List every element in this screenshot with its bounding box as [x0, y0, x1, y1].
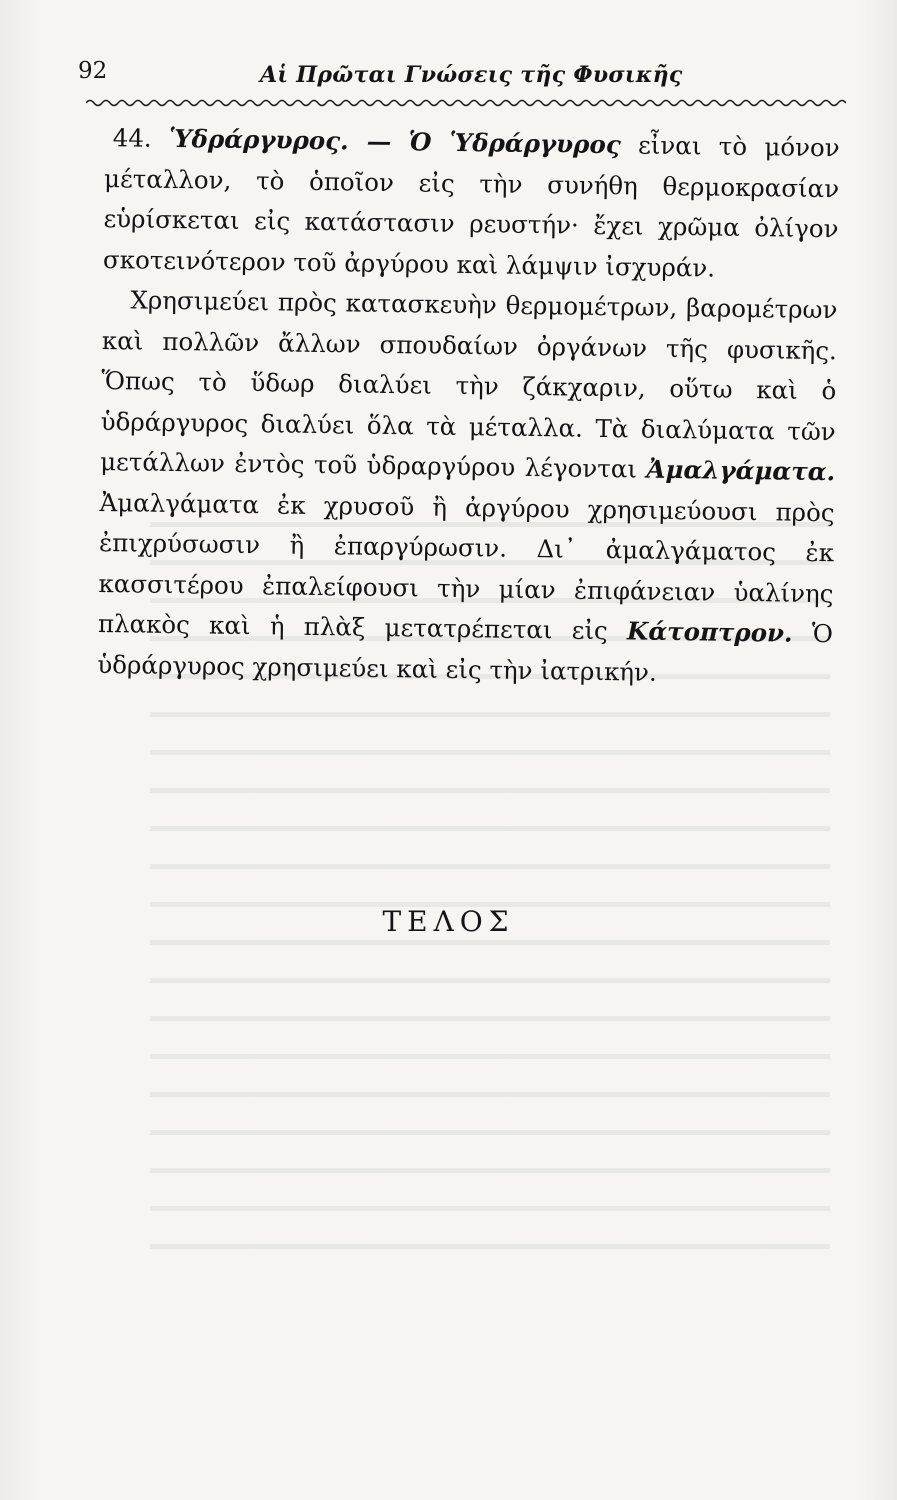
section-heading: Ὑδράργυρος. —	[168, 123, 392, 156]
term-hydrargyros: Ὁ Ὑδράργυρος	[408, 127, 621, 160]
paragraph-1-text: εἶναι τὸ μόνον μέταλλον, τὸ ὁποῖον εἰς τὴν συνήθη θερμοκρασίαν εὑρίσκεται εἰς κατάστασιν ρευστήν· ἔχει χρῶμα ὀλίγον σκοτεινότερον τοῦ ἀργύρου καὶ λάμψιν ἰσχυράν.	[102, 130, 840, 283]
paragraph-2-text-b: Ἀμαλγάματα ἐκ χρυσοῦ ἢ ἀργύρου χρησιμεύουσι πρὸς ἐπιχρύσωσιν ἢ ἐπαργύρωσιν. Δι᾽ ἀμαλγάματος ἐκ κασσιτέρου ἐπαλείφουσι τὴν μίαν ἐπιφάνειαν ὑαλίνης πλακὸς καὶ ἡ πλὰξ μετατρέπεται εἰς	[97, 487, 835, 646]
section-number: 44.	[112, 123, 152, 153]
paragraph-2	[97, 280, 838, 695]
end-mark: ΤΕΛΟΣ	[382, 905, 515, 938]
paragraph-1	[103, 118, 840, 290]
section-text	[97, 118, 840, 695]
term-amalgamata: Ἀμαλγάματα.	[646, 454, 836, 487]
paragraph-2-text-c: Ὁ ὑδράργυρος χρησιμεύει καὶ εἰς τὴν ἰατρικήν.	[97, 618, 834, 687]
page-number: 92	[78, 58, 108, 84]
term-katoptron: Κάτοπτρον.	[626, 616, 793, 648]
running-title: Αἱ Πρῶται Γνώσεις τῆς Φυσικῆς	[260, 62, 683, 88]
wavy-rule-divider	[86, 96, 846, 110]
paragraph-2-text-a: Χρησιμεύει πρὸς κατασκευὴν θερμομέτρων, βαρομέτρων καὶ πολλῶν ἄλλων σπουδαίων ὀργάνων τῆς φυσικῆς. Ὅπως τὸ ὕδωρ διαλύει τὴν ζάκχαριν, οὕτω καὶ ὁ ὑδράργυρος διαλύει ὅλα τὰ μέταλλα. Τὰ διαλύματα τῶν μετάλλων ἐντὸς τοῦ ὑδραργύρου λέγονται	[100, 285, 838, 484]
page-header	[70, 52, 840, 112]
